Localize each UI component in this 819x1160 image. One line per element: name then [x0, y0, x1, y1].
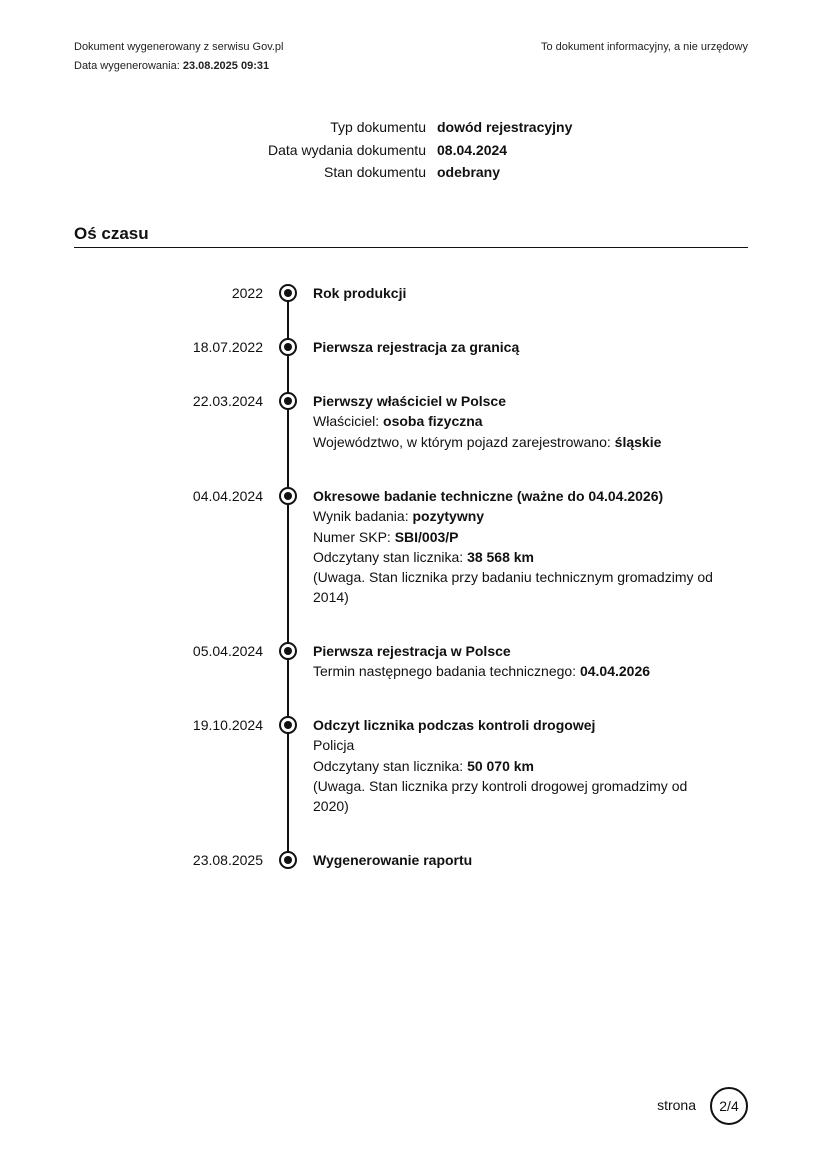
doc-issue-date-label: Data wydania dokumentu	[268, 141, 426, 158]
timeline-dot-icon	[279, 487, 297, 505]
source-text: Dokument wygenerowany z serwisu Gov.pl	[74, 41, 284, 53]
doc-type-value: dowód rejestracyjny	[437, 119, 573, 135]
odometer-line	[313, 756, 713, 776]
event-date: 22.03.2024	[192, 393, 263, 409]
event-title: Pierwsza rejestracja za granicą	[313, 339, 520, 355]
event-body	[313, 715, 713, 816]
odometer-value: 50 070 km	[467, 757, 535, 774]
timeline-title: Oś czasu	[74, 224, 149, 243]
odometer-value: 38 568 km	[467, 548, 535, 565]
timeline-dot-icon	[279, 338, 297, 356]
event-body	[313, 850, 713, 870]
event-body	[313, 391, 713, 452]
document-info	[0, 116, 819, 184]
timeline-dot-icon	[279, 716, 297, 734]
generated-date	[74, 57, 284, 76]
skp-value: SBI/003/P	[394, 528, 459, 545]
timeline-dot-icon	[279, 851, 297, 869]
event-date: 19.10.2024	[192, 717, 263, 733]
section-divider	[74, 247, 748, 248]
voivodeship-label: Województwo, w którym pojazd zarejestrowano:	[313, 433, 611, 450]
odometer-note: (Uwaga. Stan licznika przy kontroli drogowej gromadzimy od 2020)	[313, 777, 688, 815]
page-label: strona	[657, 1097, 696, 1113]
odometer-label: Odczytany stan licznika:	[313, 757, 464, 774]
doc-status-row	[0, 161, 819, 184]
doc-status-label: Stan dokumentu	[324, 164, 426, 180]
doc-type-label: Typ dokumentu	[330, 119, 426, 135]
event-date: 2022	[231, 285, 263, 301]
result-value: pozytywny	[412, 508, 485, 525]
event-title: Pierwsza rejestracja w Polsce	[313, 643, 511, 659]
event-date: 04.04.2024	[192, 488, 263, 504]
event-title: Odczyt licznika podczas kontroli drogowej	[313, 717, 596, 733]
next-inspection-value: 04.04.2026	[579, 663, 651, 680]
event-title: Wygenerowanie raportu	[313, 852, 473, 868]
skp-label: Numer SKP:	[313, 528, 391, 545]
owner-value: osoba fizyczna	[383, 413, 483, 430]
generated-value: 23.08.2025 09:31	[182, 60, 270, 72]
page-number: 2/4	[710, 1087, 748, 1125]
event-date: 18.07.2022	[192, 339, 263, 355]
source-line: Policja	[313, 737, 355, 754]
voivodeship-line	[313, 432, 713, 452]
event-body	[313, 641, 713, 682]
event-body	[313, 283, 713, 303]
timeline-line	[287, 293, 289, 860]
pagination	[628, 1087, 748, 1125]
odometer-note: (Uwaga. Stan licznika przy badaniu technicznym gromadzimy od 2014)	[313, 569, 713, 606]
timeline-dot-icon	[279, 392, 297, 410]
event-title: Pierwszy właściciel w Polsce	[313, 393, 506, 409]
event-title: Okresowe badanie techniczne (ważne do 04.04.2026)	[313, 488, 664, 504]
doc-type-row	[0, 116, 819, 139]
event-body	[313, 486, 713, 608]
odometer-label: Odczytany stan licznika:	[313, 548, 464, 565]
timeline-dot-icon	[279, 642, 297, 660]
voivodeship-value: śląskie	[614, 433, 662, 450]
header-left	[74, 38, 284, 76]
odometer-line	[313, 547, 713, 567]
next-inspection-line	[313, 661, 713, 681]
timeline-dot-icon	[279, 284, 297, 302]
event-body	[313, 337, 713, 357]
event-title: Rok produkcji	[313, 285, 407, 301]
skp-line	[313, 527, 713, 547]
event-date: 23.08.2025	[192, 852, 263, 868]
generated-label: Data wygenerowania:	[74, 60, 180, 72]
doc-status-value: odebrany	[437, 164, 501, 180]
disclaimer: To dokument informacyjny, a nie urzędowy	[540, 41, 748, 53]
doc-issue-date-value: 08.04.2024	[437, 141, 508, 158]
next-inspection-label: Termin następnego badania technicznego:	[313, 663, 577, 680]
result-label: Wynik badania:	[313, 508, 409, 525]
owner-line	[313, 411, 713, 431]
doc-issue-date-row	[0, 139, 819, 162]
event-date: 05.04.2024	[192, 643, 263, 659]
owner-label: Właściciel:	[313, 413, 380, 430]
result-line	[313, 506, 713, 526]
